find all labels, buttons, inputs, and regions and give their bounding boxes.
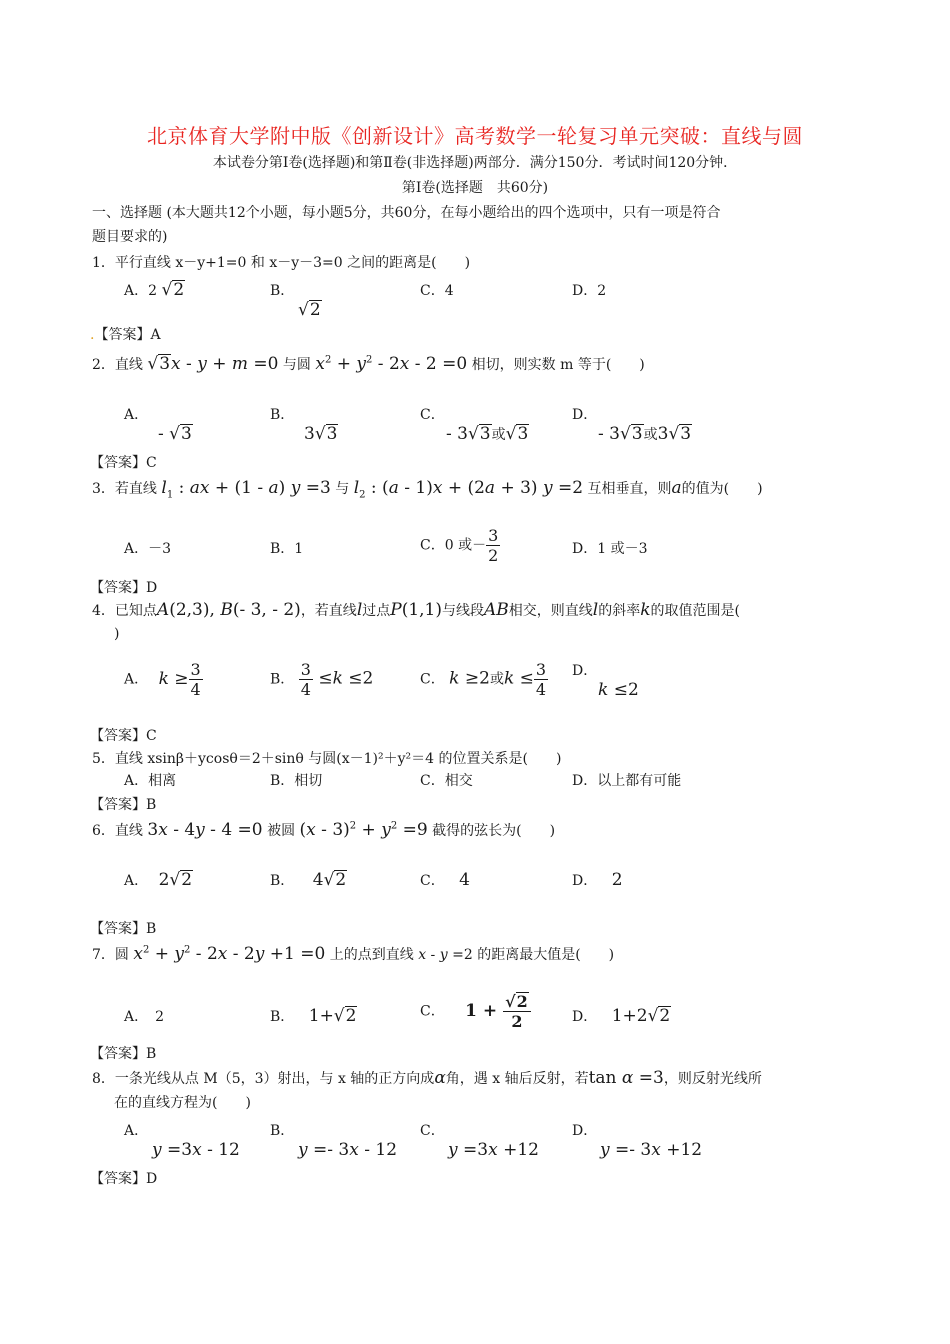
q5-answer: 【答案】B — [90, 797, 157, 813]
q8-option-a: A． y =3x - 12 — [124, 1123, 240, 1160]
q1-option-d: D．2 — [572, 283, 607, 299]
question-4-line2: ) — [114, 626, 120, 642]
question-2: 2．直线 √3x - y + m =0 与圆 $x^2 + y^2 - 2x - 2 =0$ 相切，则实数 m 等于( ) — [92, 354, 645, 374]
q8-option-c: C． y =3x +12 — [420, 1123, 539, 1160]
q7-option-b: B． 1+√2 — [270, 1006, 357, 1026]
q7-option-c: C． 1 + $\frac{√2}{2}$ — [420, 992, 531, 1031]
q4-answer: 【答案】C — [90, 728, 157, 744]
q2-option-a: A． - √3 — [124, 407, 192, 444]
q8-option-b: B． y =- 3x - 12 — [270, 1123, 398, 1160]
q5-option-c: C．相交 — [420, 773, 473, 789]
q8-answer: 【答案】D — [90, 1171, 158, 1187]
q2-option-c: C． - 3√3或√3 — [420, 407, 529, 444]
section-heading-line2: 题目要求的) — [92, 229, 168, 245]
q1-option-a: A．2 √2 — [124, 280, 185, 300]
question-8-line2: 在的直线方程为( ) — [114, 1095, 251, 1111]
q6-option-d: D． 2 — [572, 870, 623, 890]
q7-option-a: A． 2 — [124, 1009, 165, 1025]
q4-option-b: B． $\frac{3}{4}$ ≤k ≤2 — [270, 660, 374, 700]
q6-answer: 【答案】B — [90, 921, 157, 937]
question-6: 6．直线 3x - 4y - 4 =0 被圆 $(x - 3)^2 + y^2 =9$ 截得的弦长为( ) — [92, 820, 556, 840]
q3-option-d: D．1 或－3 — [572, 541, 648, 557]
question-4-line1: 4．已知点A(2,3), B(- 3, - 2)，若直线l过点P(1,1)与线段AB相交，则直线l的斜率k的取值范围是( — [92, 600, 741, 620]
q6-option-b: B． 4√2 — [270, 870, 347, 890]
q4-option-d: D． k ≤2 — [572, 663, 639, 700]
q2-option-b: B． 3√3 — [270, 407, 338, 444]
q3-answer: 【答案】D — [90, 580, 158, 596]
question-5: 5．直线 xsinβ＋ycosθ＝2＋sinθ 与圆(x－1)²＋y²＝4 的位置关系是( ) — [92, 751, 562, 767]
q2-answer: 【答案】C — [90, 455, 157, 471]
q3-option-b: B．1 — [270, 541, 304, 557]
q3-option-c: C．0 或－ $\frac{3}{2}$ — [420, 526, 499, 566]
q3-option-a: A．－3 — [124, 541, 172, 557]
q8-option-d: D． y =- 3x +12 — [572, 1123, 703, 1160]
question-7: 7．圆 $x^2 + y^2 - 2x - 2y +1 =0$ 上的点到直线 x - y =2 的距离最大值是( ) — [92, 944, 615, 964]
q5-option-a: A．相离 — [124, 773, 177, 789]
q1-option-b: B． √2 — [270, 283, 321, 320]
q6-option-c: C． 4 — [420, 870, 470, 890]
question-8-line1: 8．一条光线从点 M（5，3）射出，与 x 轴的正方向成α角，遇 x 轴后反射，若tan α =3，则反射光线所 — [92, 1068, 762, 1088]
q1-answer: .【答案】A — [90, 327, 161, 343]
question-3: 3．若直线 $l_1$ : ax + (1 - a) y =3 与 $l_2$ : (a - 1)x + (2a + 3) y =2 互相垂直，则a的值为( ) — [92, 478, 763, 501]
q6-option-a: A． 2√2 — [124, 870, 193, 890]
part-one-heading: 第Ⅰ卷(选择题 共60分) — [401, 180, 549, 196]
q4-option-c: C． k ≥2或k ≤ $\frac{3}{4}$ — [420, 660, 547, 700]
q5-option-d: D．以上都有可能 — [572, 773, 682, 789]
q4-option-a: A． k ≥ $\frac{3}{4}$ — [124, 660, 201, 700]
q7-option-d: D． 1+2√2 — [572, 1006, 671, 1026]
q7-answer: 【答案】B — [90, 1046, 157, 1062]
q2-option-d: D． - 3√3或3√3 — [572, 407, 692, 444]
exam-intro: 本试卷分第Ⅰ卷(选择题)和第Ⅱ卷(非选择题)两部分．满分150分．考试时间120分钟． — [212, 155, 738, 171]
section-heading-line1: 一、选择题 (本大题共12个小题，每小题5分，共60分，在每小题给出的四个选项中，只有一项是符合 — [92, 205, 721, 221]
document-title: 北京体育大学附中版《创新设计》高考数学一轮复习单元突破：直线与圆 — [147, 124, 803, 148]
question-1: 1．平行直线 x－y+1=0 和 x－y－3=0 之间的距离是( ) — [92, 255, 471, 271]
q5-option-b: B．相切 — [270, 773, 323, 789]
q1-option-c: C．4 — [420, 283, 454, 299]
